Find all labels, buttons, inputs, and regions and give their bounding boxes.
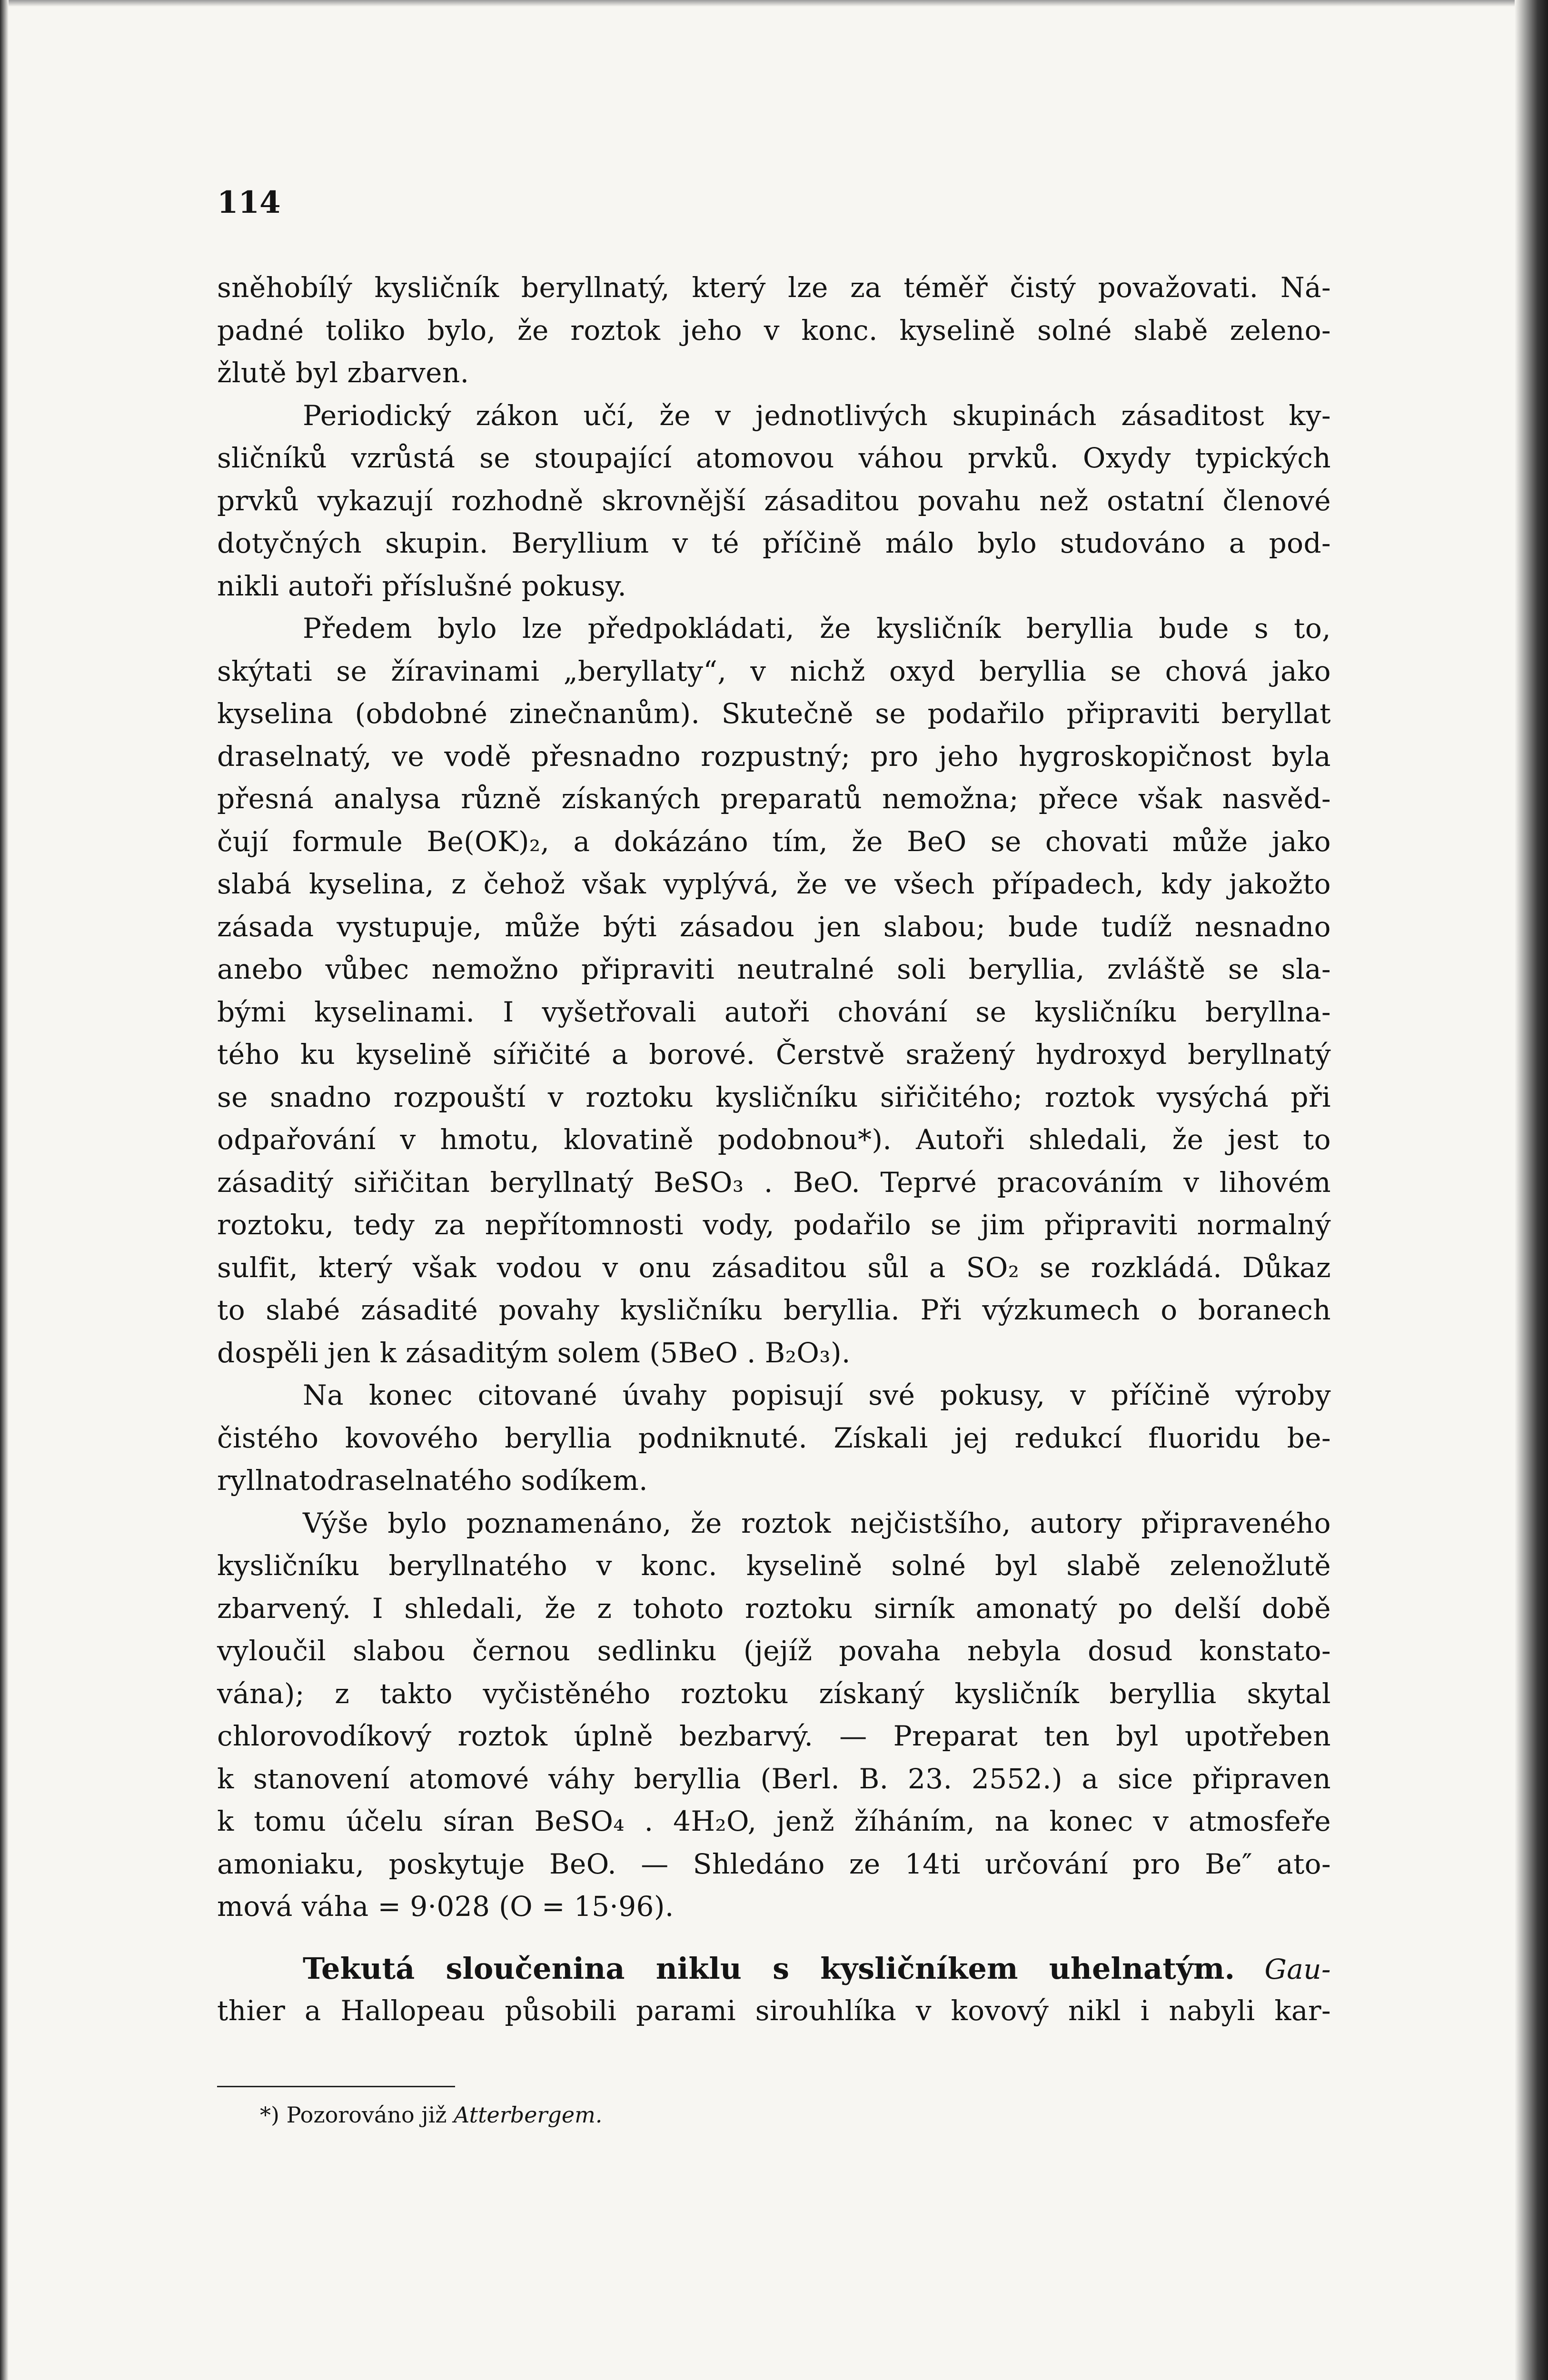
text-line: zásada vystupuje, může býti zásadou jen slabou; bude tudíž nesnadno xyxy=(217,910,1331,943)
text-line: sličníků vzrůstá se stoupající atomovou váhou prvků. Oxydy typických xyxy=(217,442,1331,474)
text-line: se snadno rozpouští v roztoku kysličníku siřičitého; roztok vysýchá při xyxy=(217,1081,1331,1113)
text-line: mová váha = 9·028 (O = 15·96). xyxy=(217,1890,674,1923)
text-line: Předem bylo lze předpokládati, že kysličník beryllia bude s to, xyxy=(303,612,1331,645)
text-line: tého ku kyselině sířičité a borové. Čerstvě sražený hydroxyd beryllnatý xyxy=(217,1038,1331,1071)
text-line: k stanovení atomové váhy beryllia (Berl. B. 23. 2552.) a sice připraven xyxy=(217,1762,1331,1795)
footnote-marker: *) xyxy=(260,2102,279,2128)
text-line: amoniaku, poskytuje BeO. — Shledáno ze 14ti určování pro Be″ ato- xyxy=(217,1847,1331,1880)
footnote-text: Pozorováno již xyxy=(286,2102,447,2128)
text-line: sněhobílý kysličník beryllnatý, který lze za téměř čistý považovati. Ná- xyxy=(217,271,1331,304)
text-line: bými kyselinami. I vyšetřovali autoři chování se kysličníku beryllna- xyxy=(217,995,1331,1028)
text-line: vyloučil slabou černou sedlinku (jejíž povaha nebyla dosud konstato- xyxy=(217,1635,1331,1667)
text-line: prvků vykazují rozhodně skrovnější zásaditou povahu než ostatní členové xyxy=(217,484,1331,517)
footnote-rule xyxy=(217,2086,455,2087)
text-line: kysličníku beryllnatého v konc. kyselině solné byl slabě zelenožlutě xyxy=(217,1549,1331,1582)
text-line: čistého kovového beryllia podniknuté. Získali jej redukcí fluoridu be- xyxy=(217,1421,1331,1454)
text-line: Periodický zákon učí, že v jednotlivých skupinách zásaditost ky- xyxy=(303,399,1331,432)
text-line: zásaditý siřičitan beryllnatý BeSO₃ . BeO. Teprvé pracováním v lihovém xyxy=(217,1166,1331,1199)
text-line: dotyčných skupin. Beryllium v té příčině málo bylo studováno a pod- xyxy=(217,527,1331,559)
text-line: odpařování v hmotu, klovatině podobnou*). Autoři shledali, že jest to xyxy=(217,1123,1331,1156)
footnote-author: Atterbergem. xyxy=(454,2102,603,2128)
text-line: dospěli jen k zásaditým solem (5BeO . B₂O₃). xyxy=(217,1336,851,1369)
text-line: slabá kyselina, z čehož však vyplývá, že ve všech případech, kdy jakožto xyxy=(217,868,1331,900)
text-line: ryllnatodraselnatého sodíkem. xyxy=(217,1464,648,1497)
section-heading: Tekutá sloučenina niklu s kysličníkem uhelnatým. xyxy=(303,1951,1235,1986)
section-heading-line xyxy=(217,1947,1331,1990)
page-number: 114 xyxy=(217,185,281,220)
text-line: Výše bylo poznamenáno, že roztok nejčistšího, autory připraveného xyxy=(303,1507,1331,1539)
body-text xyxy=(217,267,1331,2033)
text-line: kyselina (obdobné zinečnanům). Skutečně se podařilo připraviti beryllat xyxy=(217,697,1331,730)
text-line: anebo vůbec nemožno připraviti neutralné soli beryllia, zvláště se sla- xyxy=(217,953,1331,985)
text-line: žlutě byl zbarven. xyxy=(217,357,469,389)
text-line: zbarvený. I shledali, že z tohoto roztoku sirník amonatý po delší době xyxy=(217,1592,1331,1625)
footnote xyxy=(260,2098,602,2132)
text-line: chlorovodíkový roztok úplně bezbarvý. — Preparat ten byl upotřeben xyxy=(217,1720,1331,1752)
text-line: to slabé zásadité povahy kysličníku beryllia. Při výzkumech o boranech xyxy=(217,1294,1331,1326)
text-line: přesná analysa různě získaných preparatů nemožna; přece však nasvěd- xyxy=(217,783,1331,815)
scan-edge-right xyxy=(1515,0,1548,2380)
text-line: sulfit, který však vodou v onu zásaditou sůl a SO₂ se rozkládá. Důkaz xyxy=(217,1251,1331,1284)
text-line: roztoku, tedy za nepřítomnosti vody, podařilo se jim připraviti normalný xyxy=(217,1209,1331,1241)
section-gap xyxy=(217,1928,1331,1947)
text-line: skýtati se žíravinami „beryllaty“, v nichž oxyd beryllia se chová jako xyxy=(217,654,1331,687)
text-line: čují formule Be(OK)₂, a dokázáno tím, že BeO se chovati může jako xyxy=(217,825,1331,858)
text-line: draselnatý, ve vodě přesnadno rozpustný; pro jeho hygroskopičnost byla xyxy=(217,740,1331,773)
text-line: padné toliko bylo, že roztok jeho v konc. kyselině solné slabě zeleno- xyxy=(217,314,1331,347)
text-line: vána); z takto vyčistěného roztoku získaný kysličník beryllia skytal xyxy=(217,1677,1331,1710)
text-line: Na konec citované úvahy popisují své pokusy, v příčině výroby xyxy=(303,1379,1331,1411)
text-line: k tomu účelu síran BeSO₄ . 4H₂O, jenž žíháním, na konec v atmosfeře xyxy=(217,1805,1331,1837)
text-line: thier a Hallopeau působili parami sirouhlíka v kovový nikl i nabyli kar- xyxy=(217,1994,1331,2027)
text-line: nikli autoři příslušné pokusy. xyxy=(217,569,627,602)
heading-line-tail: Gau- xyxy=(1264,1953,1331,1985)
scan-edge-top xyxy=(0,0,1548,7)
scan-edge-left xyxy=(0,0,9,2380)
